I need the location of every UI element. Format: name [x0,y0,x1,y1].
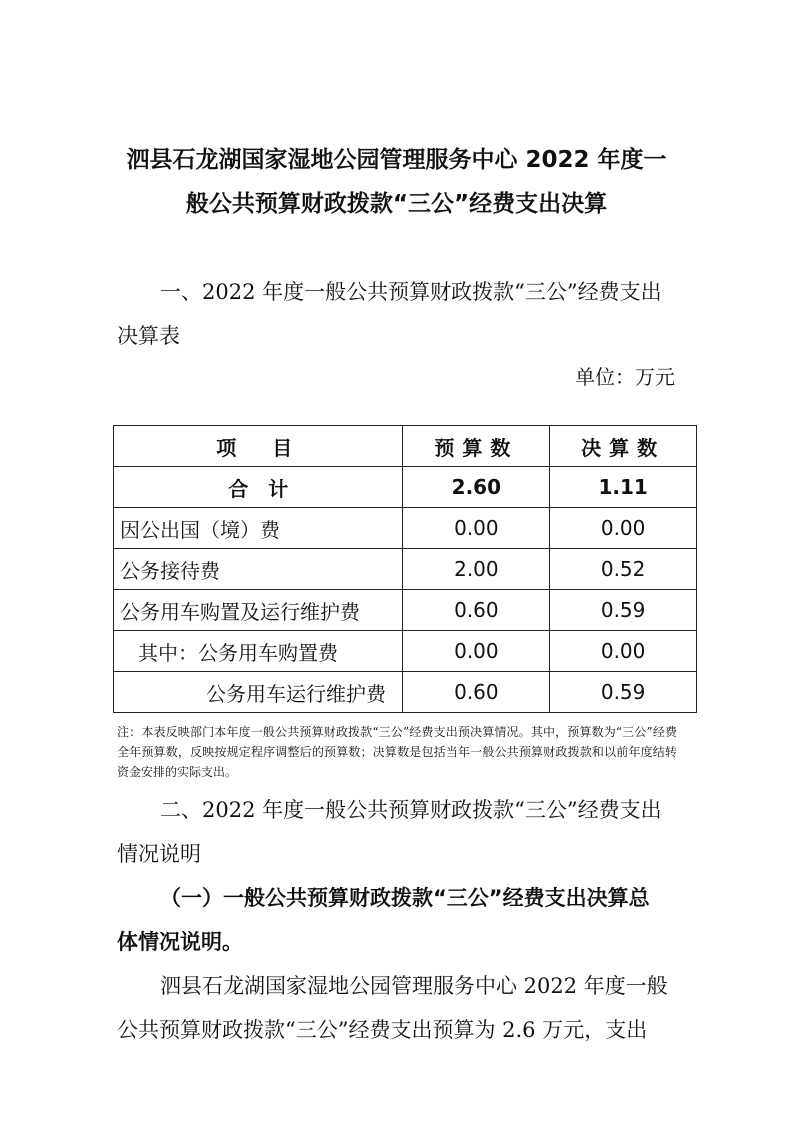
total-actual: 1.11 [550,467,697,508]
row-actual: 0.00 [550,508,697,549]
body-paragraph-line-2: 公共预算财政拨款“三公”经费支出预算为 2.6 万元，支出 [117,1018,648,1042]
row-budget: 0.60 [403,590,550,631]
row-budget: 2.00 [403,549,550,590]
section-2-heading-line-1: 二、2022 年度一般公共预算财政拨款“三公”经费支出 [160,798,662,822]
row-budget: 0.60 [403,672,550,713]
subsection-heading-line-2: 体情况说明。 [117,930,243,954]
table-note: 注：本表反映部门本年度一般公共预算财政拨款“三公”经费支出预决算情况。其中，预算数为“三公”经费全年预算数，反映按规定程序调整后的预算数；决算数是包括当年一般公共预算财政拨款和以前年度结转资金安排的实际支出。 [117,725,677,779]
table-row-total [114,467,697,508]
section-1-heading-line-2: 决算表 [117,324,180,348]
section-1-heading-line-1: 一、2022 年度一般公共预算财政拨款“三公”经费支出 [160,280,662,304]
section-2-heading-line-2: 情况说明 [117,842,201,866]
row-label: 公务接待费 [114,549,403,590]
row-label: 因公出国（境）费 [114,508,403,549]
budget-table [113,425,697,713]
body-paragraph-line-1: 泗县石龙湖国家湿地公园管理服务中心 2022 年度一般 [160,974,668,998]
row-budget: 0.00 [403,508,550,549]
table-header-row [114,426,697,467]
row-actual: 0.59 [550,590,697,631]
subsection-heading-line-1: （一）一般公共预算财政拨款“三公”经费支出决算总 [160,886,650,910]
row-actual: 0.59 [550,672,697,713]
document-title-line-1: 泗县石龙湖国家湿地公园管理服务中心 2022 年度一 [126,147,667,173]
header-actual: 决算数 [550,426,697,467]
total-label: 合 计 [114,467,403,508]
table-row [114,631,697,672]
table-row [114,672,697,713]
table-row [114,549,697,590]
table-row [114,590,697,631]
row-actual: 0.52 [550,549,697,590]
row-budget: 0.00 [403,631,550,672]
header-item: 项 目 [114,426,403,467]
header-budget: 预算数 [403,426,550,467]
row-label: 公务用车购置及运行维护费 [114,590,403,631]
row-label: 公务用车运行维护费 [114,672,403,713]
row-label: 其中：公务用车购置费 [114,631,403,672]
total-budget: 2.60 [403,467,550,508]
unit-label: 单位：万元 [575,365,675,389]
table-row [114,508,697,549]
row-actual: 0.00 [550,631,697,672]
document-title-line-2: 般公共预算财政拨款“三公”经费支出决算 [185,191,608,217]
